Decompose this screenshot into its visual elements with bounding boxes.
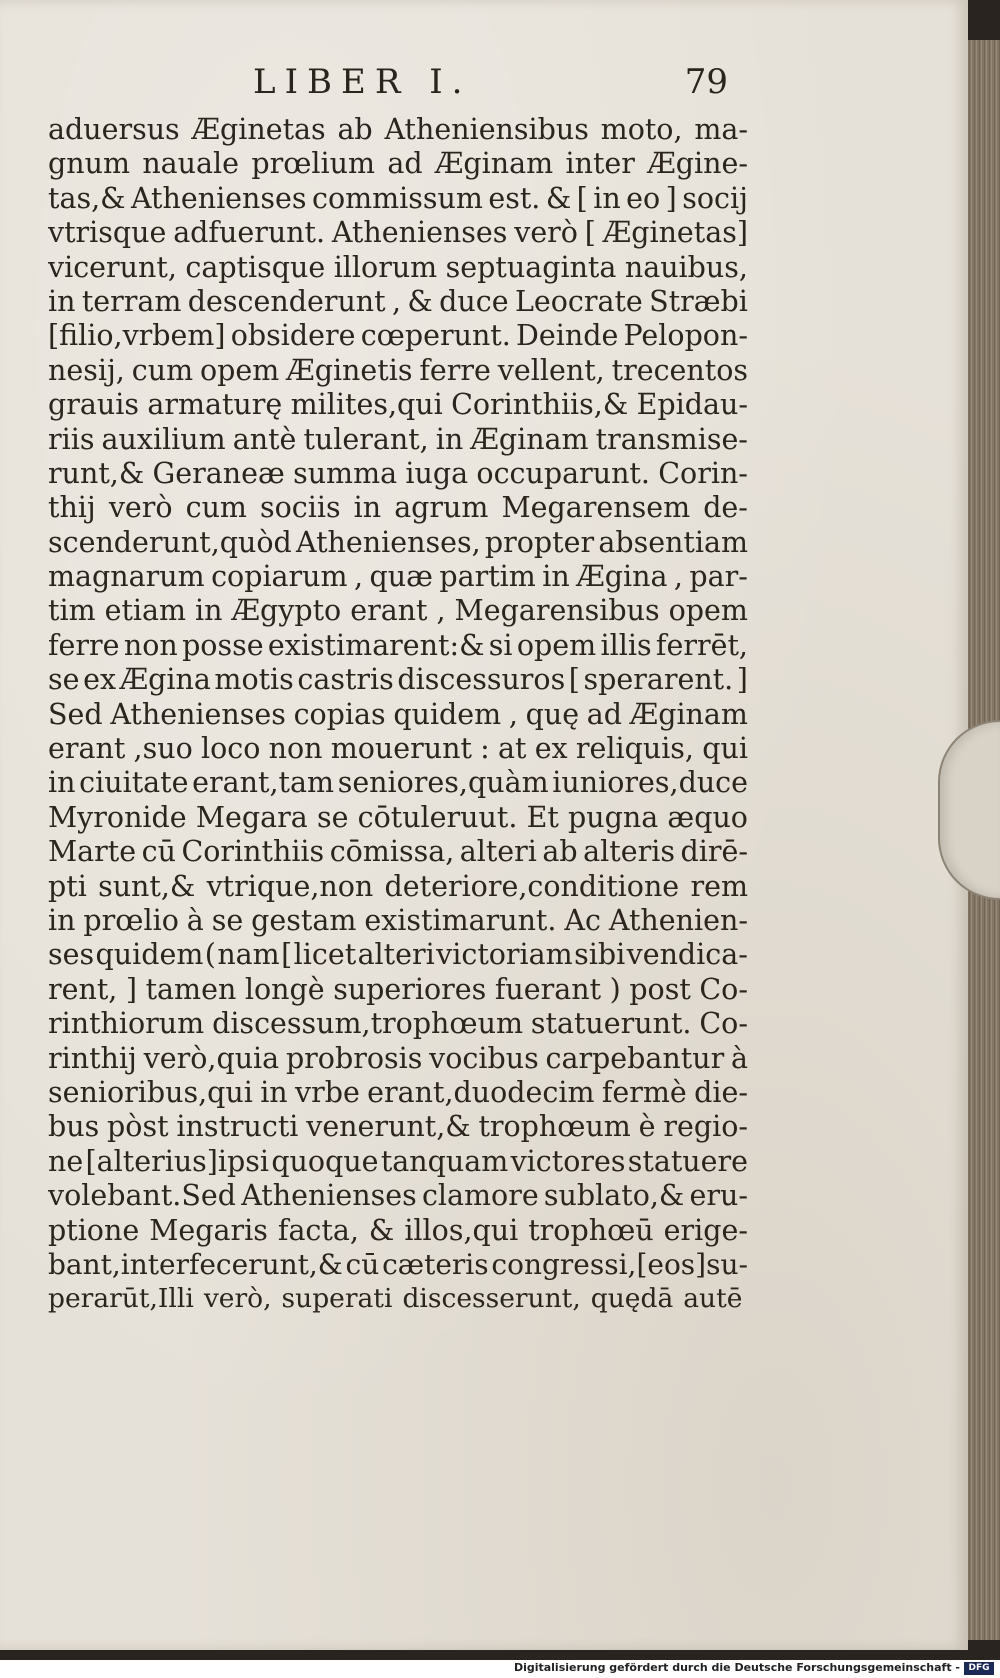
- text-line: bant,interfecerunt,& cū cæteris congressi,[eos]su-: [48, 1247, 748, 1281]
- text-line: tim etiam in Ægypto erant , Megarensibus opem: [48, 594, 748, 628]
- text-line: rent, ] tamen longè superiores fuerant ) post Co-: [48, 972, 748, 1006]
- text-line: ptione Megaris facta, & illos,qui trophœū erige-: [48, 1213, 748, 1247]
- text-line: perarūt,Illi verò, superati discesserunt, quędā autē: [48, 1283, 743, 1315]
- text-line: riis auxilium antè tulerant, in Æginam transmise-: [48, 422, 748, 456]
- text-line: volebant.Sed Athenienses clamore sublato,& eru-: [48, 1179, 748, 1213]
- text-line: se ex Ægina motis castris discessuros [ sperarent. ]: [48, 663, 748, 697]
- text-line: pti sunt,& vtrique,non deteriore,conditione rem: [48, 869, 748, 903]
- text-line: ne [alterius]ipsi quoque tanquam victores statuere: [48, 1144, 748, 1178]
- text-line: ferre non posse existimarent:& si opem illis ferrēt,: [48, 628, 748, 662]
- running-head: [48, 62, 728, 112]
- text-line: gnum nauale prœlium ad Æginam inter Ægine-: [48, 147, 748, 181]
- text-line: in ciuitate erant,tam seniores,quàm iuniores,duce: [48, 766, 748, 800]
- footer-credit: Digitalisierung gefördert durch die Deutsche Forschungsgemeinschaft -: [513, 1661, 960, 1674]
- text-line: thij verò cum sociis in agrum Megarensem de-: [48, 491, 748, 525]
- text-line: nesij, cum opem Æginetis ferre vellent, trecentos: [48, 353, 748, 387]
- text-line: aduersus Æginetas ab Atheniensibus moto, ma-: [48, 113, 748, 146]
- text-line: runt,& Geraneæ summa iuga occuparunt. Corin-: [48, 456, 748, 490]
- page-number: 79: [684, 62, 728, 102]
- dfg-logo: DFG: [964, 1662, 994, 1675]
- text-line: erant ,suo loco non mouerunt : at ex reliquis, qui: [48, 732, 748, 766]
- text-line: bus pòst instructi venerunt,& trophœum è regio-: [48, 1110, 748, 1144]
- footer-strip: [0, 1660, 1000, 1678]
- text-line: magnarum copiarum , quæ partim in Ægina , par-: [48, 560, 748, 594]
- text-line: in terram descenderunt , & duce Leocrate Stræbi: [48, 284, 748, 318]
- text-line: senioribus,qui in vrbe erant,duodecim fermè die-: [48, 1075, 748, 1109]
- text-line: in prœlio à se gestam existimarunt. Ac Athenien-: [48, 903, 748, 937]
- text-line: Marte cū Corinthiis cōmissa, alteri ab alteris dirē-: [48, 835, 748, 869]
- text-line: rinthiorum discessum,trophœum statuerunt. Co-: [48, 1007, 748, 1041]
- text-line: scenderunt,quòd Athenienses, propter absentiam: [48, 525, 748, 559]
- running-head-title: LIBER I.: [253, 62, 472, 102]
- text-line: Sed Athenienses copias quidem , quę ad Æginam: [48, 697, 748, 731]
- text-body: [48, 113, 748, 1317]
- text-line: tas,& Athenienses commissum est. & [ in eo ] socij: [48, 181, 748, 215]
- text-line: vtrisque adfuerunt. Athenienses verò [ Æginetas]: [48, 216, 748, 250]
- text-line: ses quidem ( nam [ licet alteri victoriam sibi vendica-: [48, 938, 748, 972]
- text-line: grauis armaturę milites,qui Corinthiis,& Epidau-: [48, 388, 748, 422]
- text-line: rinthij verò,quia probrosis vocibus carpebantur à: [48, 1041, 748, 1075]
- text-line: [filio,vrbem] obsidere cœperunt. Deinde Pelopon-: [48, 319, 748, 353]
- text-line: vicerunt, captisque illorum septuaginta nauibus,: [48, 250, 748, 284]
- text-line: Myronide Megara se cōtuleruut. Et pugna æquo: [48, 800, 748, 834]
